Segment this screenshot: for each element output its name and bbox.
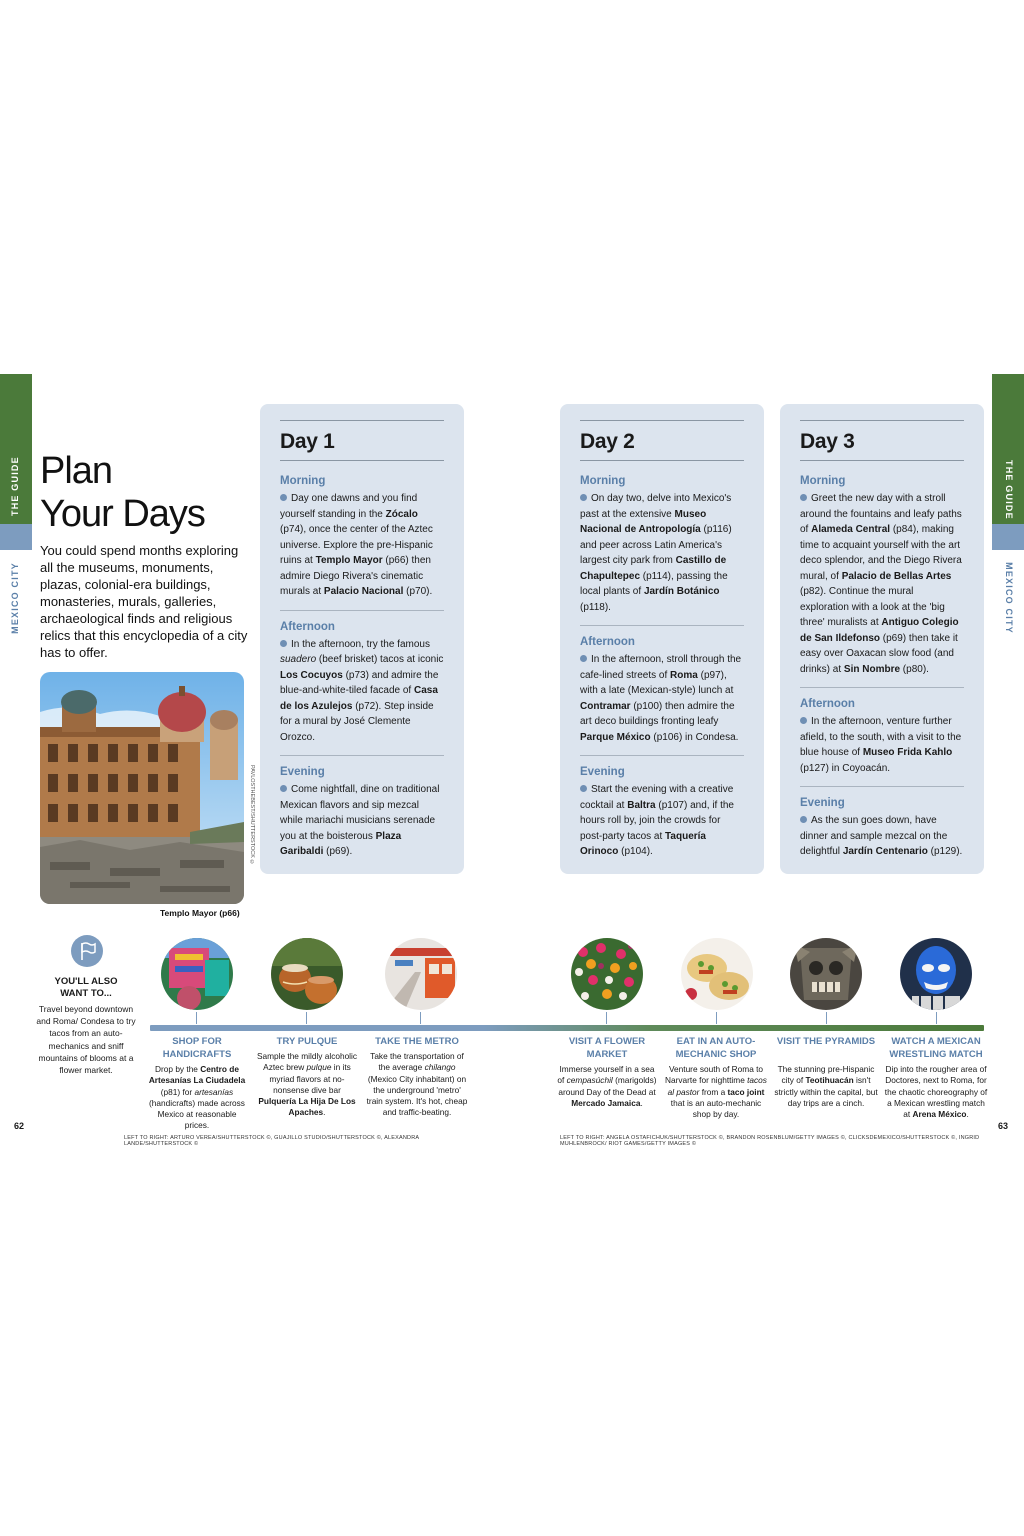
activity-title: EAT IN AN AUTO-MECHANIC SHOP	[675, 1036, 757, 1060]
templo-mayor-illustration	[40, 672, 244, 904]
flag-icon	[71, 935, 103, 967]
bullet-dot-icon	[580, 494, 587, 501]
activity-photo-pyramids	[790, 938, 862, 1010]
activity-title: TAKE THE METRO	[375, 1036, 459, 1047]
activity-photo-wrestling	[900, 938, 972, 1010]
bullet-dot-icon	[580, 655, 587, 662]
activity-text: Drop by the Centro de Artesanías La Ciudadela (p81) for artesanías (handicrafts) made across Mexico at reasonable prices.	[148, 1064, 246, 1131]
slot-text: In the afternoon, venture further afield, to the south, with a visit to the blue house of Museo Frida Kahlo (p127) in Coyoacán.	[800, 716, 962, 774]
activities-timeline-bar	[150, 1025, 984, 1031]
side-tab-city-left	[0, 524, 32, 550]
activity-photo-tacos	[681, 938, 753, 1010]
slot-text: As the sun goes down, have dinner and sample mezcal on the delightful Jardín Centenario (p129).	[800, 815, 963, 857]
activity-text: Dip into the rougher area of Doctores, next to Roma, for the chaotic choreography of a Mexican wrestling match at Arena México.	[884, 1064, 988, 1120]
day-card-2	[560, 404, 764, 874]
day-title: Day 1	[280, 421, 444, 461]
activity-title: TRY PULQUE	[276, 1036, 338, 1047]
timeline-tick	[936, 1012, 937, 1024]
activity-photo-handicrafts	[161, 938, 233, 1010]
slot-morning	[280, 475, 444, 611]
activity-title: WATCH A MEXICAN WRESTLING MATCH	[889, 1036, 983, 1060]
day-card-1	[260, 404, 464, 874]
activity-text: Take the transportation of the average chilango (Mexico City inhabitant) on the underground 'metro' train system. It's hot, cheap and traffic-beating.	[366, 1051, 468, 1118]
slot-text: Start the evening with a creative cocktail at Baltra (p107) and, if the hours roll by, join the crowds for post-party tacos at Taquería Orinoco (p104).	[580, 784, 734, 857]
photo-credit: PAVLOSTHEBEST/SHUTTERSTOCK ©	[249, 765, 255, 866]
photo-credits-right: LEFT TO RIGHT: ANGELA OSTAFICHUK/SHUTTERSTOCK ©, BRANDON ROSENBLUM/GETTY IMAGES ©, CLICKSDEMEXICO/SHUTTERSTOCK ©, INGRID MUHLENBROCK/ RIOT GAMES/GETTY IMAGES ©	[560, 1135, 980, 1147]
slot-heading: Evening	[580, 766, 625, 778]
timeline-tick	[306, 1012, 307, 1024]
bullet-dot-icon	[280, 494, 287, 501]
slot-heading: Afternoon	[580, 636, 635, 648]
bullet-dot-icon	[280, 640, 287, 647]
slot-heading: Evening	[800, 797, 845, 809]
slot-heading: Evening	[280, 766, 325, 778]
activity-title: SHOP FOR HANDICRAFTS	[162, 1036, 232, 1060]
activity-text: Immerse yourself in a sea of cempasúchil (marigolds) around Day of the Dead at Mercado Jamaica.	[557, 1064, 657, 1108]
templo-mayor-photo	[40, 672, 244, 904]
page-title-line2: Your Days	[40, 493, 205, 535]
slot-text: Come nightfall, dine on traditional Mexican flavors and sip mezcal while mariachi musicians serenade you at the boisterous Plaza Garibaldi (p69).	[280, 784, 440, 857]
slot-text: In the afternoon, stroll through the cafe-lined streets of Roma (p97), with a late (Mexican-style) lunch at Contramar (p100) then admire the art deco buildings fronting leafy Parque México (p106) in Condesa.	[580, 654, 742, 743]
slot-text: Greet the new day with a stroll around the fountains and leafy paths of Alameda Central (p84), making time to acquaint yourself with the art deco splendor, and the Diego Rivera mural, of Palacio de Bellas Artes (p82). Continue the mural exploration with a look at the 'big three' muralists at Antiguo Colegio de San Ildefonso (p69) then take it easy over Oaxacan slow food (and drinks) at Sin Nombre (p80).	[800, 493, 962, 675]
side-tab-guide-label-right: THE GUIDE	[1004, 460, 1014, 520]
timeline-tick	[716, 1012, 717, 1024]
bullet-dot-icon	[580, 785, 587, 792]
slot-heading: Afternoon	[280, 620, 335, 633]
slot-evening	[800, 797, 964, 860]
day-title: Day 2	[580, 421, 744, 461]
activity-photo-pulque	[271, 938, 343, 1010]
side-tab-guide-label-left: THE GUIDE	[10, 456, 20, 516]
timeline-tick	[606, 1012, 607, 1024]
side-tab-city-label-right: MEXICO CITY	[1004, 562, 1014, 634]
timeline-tick	[826, 1012, 827, 1024]
slot-evening	[280, 766, 444, 860]
slot-heading: Morning	[280, 475, 326, 487]
slot-text: On day two, delve into Mexico's past at the extensive Museo Nacional de Antropología (p116) and peer across Latin America's largest city park from Castillo de Chapultepec (p114), passing the local plants of Jardín Botánico (p118).	[580, 493, 732, 613]
bullet-dot-icon	[800, 494, 807, 501]
activity-title: VISIT THE PYRAMIDS	[776, 1036, 876, 1047]
activity-photo-metro	[385, 938, 457, 1010]
timeline-tick	[420, 1012, 421, 1024]
page-number-right: 63	[998, 1121, 1009, 1131]
activity-text: Sample the mildly alcoholic Aztec brew pulque in its myriad flavors at no-nonsense dive bar Pulquería La Hija De Los Apaches.	[256, 1051, 358, 1118]
slot-text: In the afternoon, try the famous suadero (beef brisket) tacos at iconic Los Cocuyos (p73) and admire the blue-and-white-tiled facade of Casa de los Azulejos (p72). Step inside for a mural by José Clemente Orozco.	[280, 638, 444, 743]
bullet-dot-icon	[800, 717, 807, 724]
side-tab-city-right	[992, 524, 1024, 550]
day-title: Day 3	[800, 421, 964, 461]
slot-morning	[580, 475, 744, 626]
slot-afternoon	[280, 621, 444, 757]
intro-paragraph: You could spend months exploring all the museums, monuments, plazas, colonial-era buildings, monasteries, murals, galleries, archaeological finds and religious relics that this encyclopedia of a city has to offer.	[40, 543, 248, 660]
page-number-left: 62	[14, 1121, 25, 1131]
slot-evening	[580, 766, 744, 860]
page-title	[40, 450, 260, 536]
page-title-line1: Plan	[40, 450, 113, 492]
side-tab-city-label-left: MEXICO CITY	[10, 562, 20, 634]
bullet-dot-icon	[800, 816, 807, 823]
slot-morning	[800, 475, 964, 688]
slot-afternoon	[800, 698, 964, 787]
photo-credits-left: LEFT TO RIGHT: ARTURO VEREA/SHUTTERSTOCK ©, GUAJILLO STUDIO/SHUTTERSTOCK ©, ALEXANDRA LANDE/SHUTTERSTOCK ©	[124, 1135, 419, 1147]
activity-title: VISIT A FLOWER MARKET	[568, 1036, 646, 1060]
activity-text: Venture south of Roma to Narvarte for nighttime tacos al pastor from a taco joint that is an auto-mechanic shop by day.	[665, 1064, 767, 1120]
bullet-dot-icon	[280, 785, 287, 792]
slot-text: Day one dawns and you find yourself standing in the Zócalo (p74), once the center of the Aztec universe. Explore the pre-Hispanic ruins at Templo Mayor (p66) then admire Diego Rivera's cinematic murals at Palacio Nacional (p70).	[280, 493, 433, 597]
photo-caption: Templo Mayor (p66)	[160, 908, 240, 918]
day-card-3	[780, 404, 984, 874]
slot-afternoon	[580, 636, 744, 756]
timeline-tick	[196, 1012, 197, 1024]
slot-heading: Morning	[580, 475, 626, 487]
slot-heading: Afternoon	[800, 698, 855, 710]
activity-text: The stunning pre-Hispanic city of Teotihuacán isn't strictly within the capital, but day trips are a cinch.	[774, 1064, 878, 1108]
want-to-title: YOU'LL ALSO WANT TO...	[54, 976, 118, 999]
slot-heading: Morning	[800, 475, 846, 487]
want-to-text: Travel beyond downtown and Roma/ Condesa to try tacos from an auto-mechanics and sniff mountains of blooms at a flower market.	[36, 1004, 136, 1076]
activity-photo-flower-market	[571, 938, 643, 1010]
